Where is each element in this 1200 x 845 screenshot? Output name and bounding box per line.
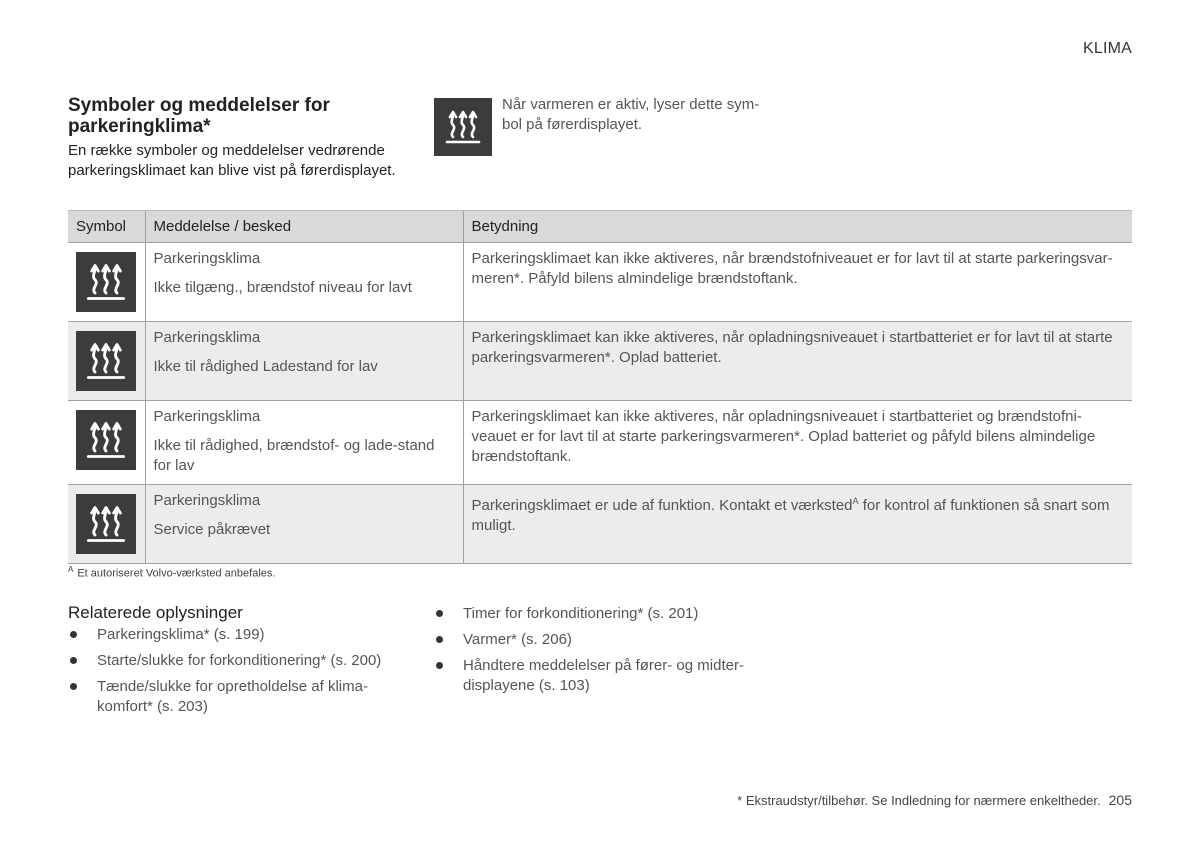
heat-waves-icon-graphic	[84, 418, 128, 462]
meaning-cell	[463, 485, 1132, 564]
table-row	[68, 243, 1132, 322]
footnote-text: Et autoriseret Volvo-værksted anbefales.	[77, 567, 276, 580]
meaning-text-tail: for kontrol af funktionen så snart som muligt.	[471, 497, 1110, 534]
message-cell	[145, 401, 463, 485]
message-cell	[145, 243, 463, 322]
heat-waves-icon-graphic	[84, 502, 128, 546]
heat-waves-icon-graphic	[84, 339, 128, 383]
column-header-meaning: Betydning	[463, 211, 1132, 243]
related-links-left	[68, 625, 398, 723]
message-cell	[145, 485, 463, 564]
column-header-message: Meddelelse / besked	[145, 211, 463, 243]
message-detail: Ikke til rådighed Ladestand for lav	[153, 358, 378, 375]
table-row	[68, 485, 1132, 564]
message-title: Parkeringsklima	[153, 329, 261, 346]
message-title: Parkeringsklima	[153, 492, 261, 509]
page-title: Symboler og meddelelser for parkeringklima*	[68, 95, 330, 137]
heat-waves-icon	[76, 494, 136, 554]
section-title: KLIMA	[1082, 40, 1132, 57]
message-detail: Service påkrævet	[153, 521, 271, 538]
page-number: 205	[1108, 792, 1132, 808]
related-info-title: Relaterede oplysninger	[68, 603, 243, 622]
heat-waves-icon	[76, 331, 136, 391]
accessory-note: * Ekstraudstyr/tilbehør. Se Indledning for nærmere enkeltheder.	[737, 793, 1101, 808]
table-footnote	[68, 565, 275, 580]
column-header-symbol: Symbol	[68, 211, 145, 243]
message-title: Parkeringsklima	[153, 250, 261, 267]
active-heater-note: Når varmeren er aktiv, lyser dette sym-bol på førerdisplayet.	[502, 96, 760, 133]
heat-waves-icon-graphic	[443, 107, 483, 147]
related-link[interactable]: Tænde/slukke for opretholdelse af klima-komfort* (s. 203)	[68, 677, 398, 717]
footnote-marker: A	[852, 496, 859, 506]
related-links-right	[434, 604, 764, 702]
footnote-letter: A	[68, 565, 74, 574]
meaning-cell	[463, 401, 1132, 485]
table-row	[68, 322, 1132, 401]
message-detail: Ikke til rådighed, brændstof- og lade-stand for lav	[153, 437, 435, 474]
symbol-cell	[68, 243, 145, 322]
related-link[interactable]: Varmer* (s. 206)	[434, 630, 764, 650]
meaning-text: Parkeringsklimaet er ude af funktion. Kontakt et værksted	[471, 497, 853, 514]
message-title: Parkeringsklima	[153, 408, 261, 425]
page-footer	[737, 792, 1132, 808]
meaning-text: Parkeringsklimaet kan ikke aktiveres, når opladningsniveauet i startbatteriet og brændstofni-veauet er for lavt til at starte parkeringsvarmeren*. Oplad batteriet og påfyld bilens almindelige brændstoftank.	[471, 408, 1096, 465]
meaning-text: Parkeringsklimaet kan ikke aktiveres, når opladningsniveauet i startbatteriet er for lavt til at starte parkeringsvarmeren*. Oplad batteriet.	[471, 329, 1113, 366]
related-link[interactable]: Håndtere meddelelser på fører- og midter-displayene (s. 103)	[434, 656, 764, 696]
symbol-cell	[68, 401, 145, 485]
table-row	[68, 401, 1132, 485]
related-link[interactable]: Parkeringsklima* (s. 199)	[68, 625, 398, 645]
related-link[interactable]: Starte/slukke for forkonditionering* (s. 200)	[68, 651, 398, 671]
meaning-text: Parkeringsklimaet kan ikke aktiveres, når brændstofniveauet er for lavt til at starte parkeringsvar-meren*. Påfyld bilens almindelige brændstoftank.	[471, 250, 1113, 287]
related-link[interactable]: Timer for forkonditionering* (s. 201)	[434, 604, 764, 624]
meaning-cell	[463, 322, 1132, 401]
heat-waves-icon	[76, 252, 136, 312]
heat-waves-icon-graphic	[84, 260, 128, 304]
table-header-row	[68, 211, 1132, 243]
symbol-cell	[68, 485, 145, 564]
symbols-messages-table	[68, 210, 1132, 564]
meaning-cell	[463, 243, 1132, 322]
heat-waves-icon	[76, 410, 136, 470]
message-cell	[145, 322, 463, 401]
message-detail: Ikke tilgæng., brændstof niveau for lavt	[153, 279, 412, 296]
intro-text: En række symboler og meddelelser vedrørende parkeringsklimaet kan blive vist på førerdisplayet.	[68, 142, 396, 179]
symbol-cell	[68, 322, 145, 401]
heat-waves-icon	[434, 98, 492, 156]
